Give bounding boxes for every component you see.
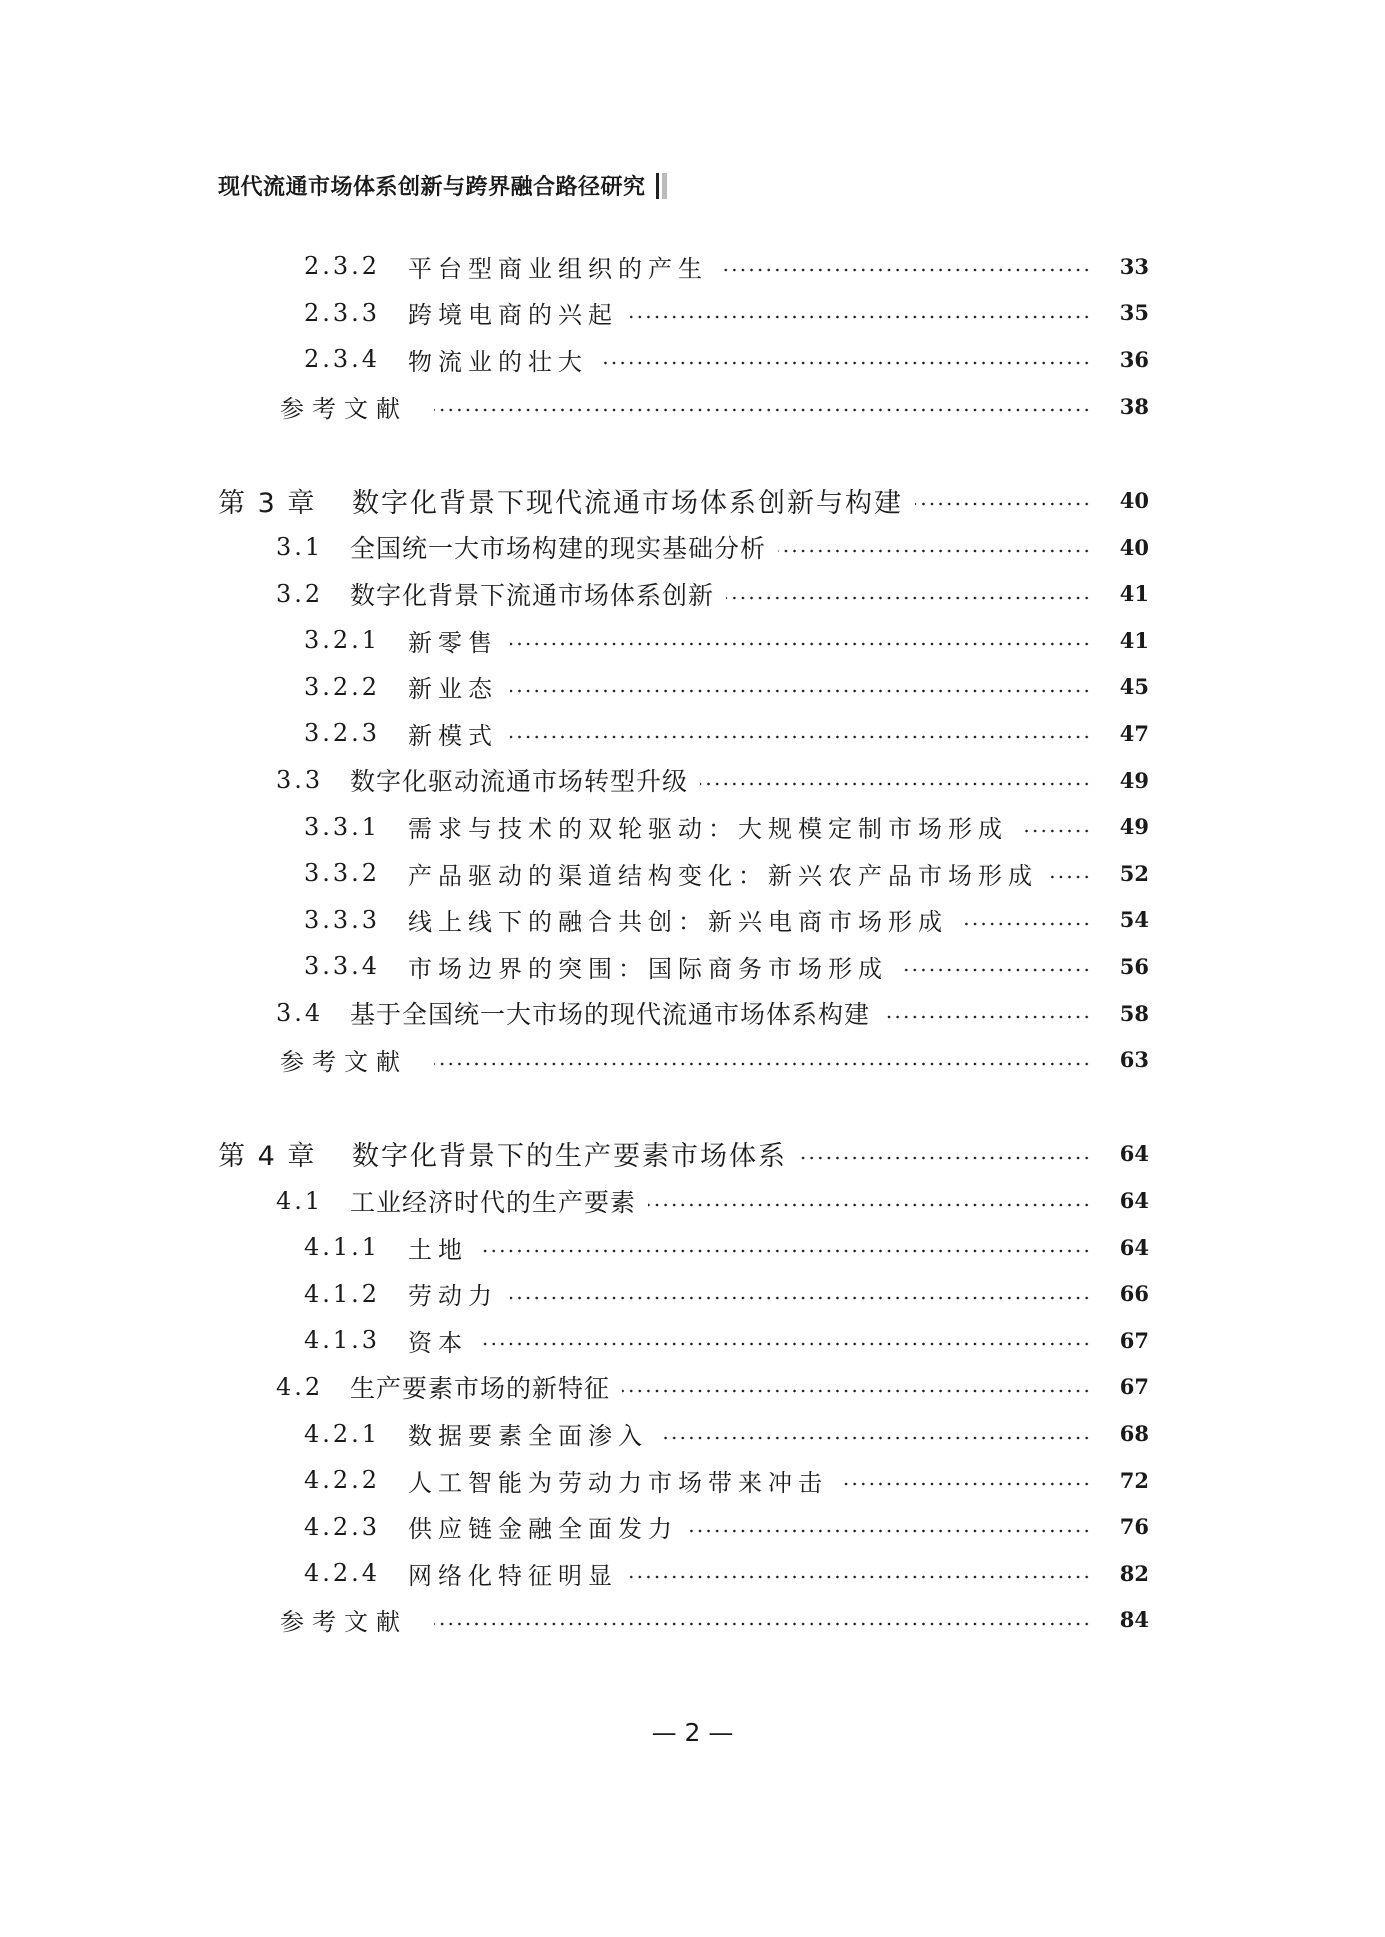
dot-leader [510, 689, 1091, 693]
dot-leader [1020, 829, 1091, 833]
entry-title: 生产要素市场的新特征 [350, 1373, 611, 1403]
entry-page-number: 64 [1119, 1141, 1149, 1167]
toc-entry[interactable] [0, 290, 1385, 337]
dot-leader [630, 1575, 1091, 1579]
dot-leader [900, 968, 1091, 972]
toc-chapter-entry[interactable] [0, 477, 1385, 524]
dot-leader [840, 1482, 1091, 1486]
dot-leader [882, 1015, 1091, 1019]
entry-number: 4.2.4 [304, 1559, 381, 1588]
entry-title: 参考文献 [280, 1608, 408, 1637]
toc-entry[interactable] [0, 1457, 1385, 1504]
entry-title: 网络化特征明显 [408, 1561, 618, 1590]
header-rule [656, 173, 659, 199]
toc-entry[interactable] [0, 1224, 1385, 1271]
table-of-contents [0, 243, 1385, 1643]
entry-number: 4.2.2 [304, 1466, 381, 1495]
entry-page-number: 49 [1119, 814, 1149, 840]
toc-entry[interactable] [0, 1270, 1385, 1317]
entry-number: 4.2 [276, 1372, 324, 1401]
entry-page-number: 33 [1119, 253, 1149, 279]
dot-leader [960, 922, 1091, 926]
dot-leader [690, 1529, 1091, 1533]
entry-page-number: 63 [1119, 1047, 1149, 1073]
entry-title: 平台型商业组织的产生 [408, 254, 708, 283]
dot-leader [660, 1436, 1091, 1440]
entry-title: 劳动力 [408, 1282, 498, 1311]
entry-title: 市场边界的突围：国际商务市场形成 [408, 954, 888, 983]
entry-page-number: 54 [1119, 907, 1149, 933]
entry-number: 4.2.1 [304, 1419, 381, 1448]
entry-number: 3.2.2 [304, 672, 381, 701]
entry-number: 3.2 [276, 579, 324, 608]
toc-entry[interactable] [0, 803, 1385, 850]
entry-title: 跨境电商的兴起 [408, 301, 618, 330]
entry-title: 数字化背景下的生产要素市场体系 [352, 1141, 787, 1173]
entry-title: 土地 [408, 1235, 468, 1264]
entry-page-number: 66 [1119, 1281, 1149, 1307]
entry-page-number: 38 [1119, 393, 1149, 419]
dot-leader [434, 1622, 1091, 1626]
toc-entry[interactable] [0, 1503, 1385, 1550]
entry-number: 第 3 章 [218, 487, 317, 519]
toc-entry[interactable] [0, 990, 1385, 1037]
entry-page-number: 84 [1119, 1607, 1149, 1633]
toc-entry[interactable] [0, 1410, 1385, 1457]
toc-entry[interactable] [0, 897, 1385, 944]
entry-page-number: 56 [1119, 953, 1149, 979]
toc-entry[interactable] [0, 570, 1385, 617]
running-header [218, 170, 667, 201]
entry-page-number: 41 [1119, 627, 1149, 653]
entry-page-number: 40 [1119, 534, 1149, 560]
entry-number: 3.3.1 [304, 812, 381, 841]
toc-entry[interactable] [0, 1317, 1385, 1364]
dot-leader [915, 502, 1091, 506]
header-rule-shade [662, 173, 667, 199]
entry-page-number: 64 [1119, 1188, 1149, 1214]
entry-page-number: 35 [1119, 300, 1149, 326]
toc-references-entry[interactable] [0, 383, 1385, 430]
entry-number: 3.3.3 [304, 905, 381, 934]
entry-title: 全国统一大市场构建的现实基础分析 [350, 534, 767, 564]
dot-leader [480, 1342, 1091, 1346]
entry-title: 新模式 [408, 721, 498, 750]
entry-page-number: 41 [1119, 581, 1149, 607]
entry-title: 数字化背景下流通市场体系创新 [350, 580, 715, 610]
entry-title: 资本 [408, 1328, 468, 1357]
entry-page-number: 36 [1119, 346, 1149, 372]
toc-entry[interactable] [0, 710, 1385, 757]
toc-entry[interactable] [0, 1177, 1385, 1224]
toc-entry[interactable] [0, 943, 1385, 990]
entry-page-number: 82 [1119, 1560, 1149, 1586]
entry-number: 3.2.3 [304, 719, 381, 748]
entry-page-number: 40 [1119, 487, 1149, 513]
dot-leader [799, 1156, 1091, 1160]
entry-page-number: 67 [1119, 1374, 1149, 1400]
entry-page-number: 76 [1119, 1514, 1149, 1540]
dot-leader [510, 1296, 1091, 1300]
toc-entry[interactable] [0, 850, 1385, 897]
toc-entry[interactable] [0, 1364, 1385, 1411]
entry-title: 供应链金融全面发力 [408, 1515, 678, 1544]
dot-leader [434, 1062, 1091, 1066]
entry-title: 基于全国统一大市场的现代流通市场体系构建 [350, 1000, 871, 1029]
dot-leader [600, 361, 1091, 365]
dot-leader [1050, 875, 1091, 879]
toc-entry[interactable] [0, 757, 1385, 804]
entry-number: 3.3.2 [304, 859, 381, 888]
dot-leader [510, 735, 1091, 739]
entry-number: 4.1.2 [304, 1279, 381, 1308]
toc-entry[interactable] [0, 664, 1385, 711]
entry-title: 数字化驱动流通市场转型升级 [350, 767, 689, 797]
toc-chapter-entry[interactable] [0, 1131, 1385, 1178]
entry-page-number: 52 [1119, 860, 1149, 886]
entry-page-number: 47 [1119, 720, 1149, 746]
toc-references-entry[interactable] [0, 1036, 1385, 1083]
dot-leader [700, 782, 1091, 786]
entry-page-number: 68 [1119, 1421, 1149, 1447]
entry-number: 2.3.2 [304, 252, 381, 281]
toc-references-entry[interactable] [0, 1597, 1385, 1644]
toc-entry[interactable] [0, 336, 1385, 383]
entry-title: 参考文献 [280, 394, 408, 423]
dot-leader [720, 268, 1091, 272]
entry-title: 物流业的壮大 [408, 347, 588, 376]
entry-title: 工业经济时代的生产要素 [350, 1187, 637, 1217]
entry-number: 4.1.3 [304, 1326, 381, 1355]
dot-leader [726, 596, 1091, 600]
entry-number: 第 4 章 [218, 1141, 317, 1173]
entry-number: 3.1 [276, 533, 324, 562]
dot-leader [434, 408, 1091, 412]
entry-number: 4.1 [276, 1186, 324, 1215]
entry-title: 数字化背景下现代流通市场体系创新与构建 [352, 487, 903, 519]
entry-title: 需求与技术的双轮驱动：大规模定制市场形成 [408, 815, 1008, 844]
entry-number: 3.3 [276, 766, 324, 795]
entry-number: 4.2.3 [304, 1512, 381, 1541]
entry-title: 产品驱动的渠道结构变化：新兴农产品市场形成 [408, 861, 1038, 890]
page-number: — 2 — [651, 1718, 734, 1747]
dot-leader [622, 1389, 1091, 1393]
entry-title: 参考文献 [280, 1048, 408, 1077]
entry-number: 2.3.3 [304, 298, 381, 327]
entry-number: 2.3.4 [304, 345, 381, 374]
entry-title: 人工智能为劳动力市场带来冲击 [408, 1468, 828, 1497]
toc-entry[interactable] [0, 524, 1385, 571]
book-title: 现代流通市场体系创新与跨界融合路径研究 [218, 175, 646, 200]
dot-leader [778, 549, 1091, 553]
dot-leader [480, 1249, 1091, 1253]
entry-title: 线上线下的融合共创：新兴电商市场形成 [408, 908, 948, 937]
entry-number: 4.1.1 [304, 1233, 381, 1262]
entry-title: 新业态 [408, 675, 498, 704]
toc-entry[interactable] [0, 1550, 1385, 1597]
entry-page-number: 49 [1119, 767, 1149, 793]
entry-page-number: 58 [1119, 1000, 1149, 1026]
entry-page-number: 67 [1119, 1327, 1149, 1353]
entry-page-number: 64 [1119, 1234, 1149, 1260]
dot-leader [648, 1203, 1091, 1207]
toc-entry[interactable] [0, 243, 1385, 290]
toc-entry[interactable] [0, 617, 1385, 664]
entry-page-number: 45 [1119, 674, 1149, 700]
entry-page-number: 72 [1119, 1467, 1149, 1493]
entry-title: 新零售 [408, 628, 498, 657]
entry-number: 3.2.1 [304, 626, 381, 655]
entry-number: 3.4 [276, 999, 324, 1027]
entry-title: 数据要素全面渗入 [408, 1422, 648, 1451]
entry-number: 3.3.4 [304, 952, 381, 981]
dot-leader [630, 315, 1091, 319]
dot-leader [510, 642, 1091, 646]
